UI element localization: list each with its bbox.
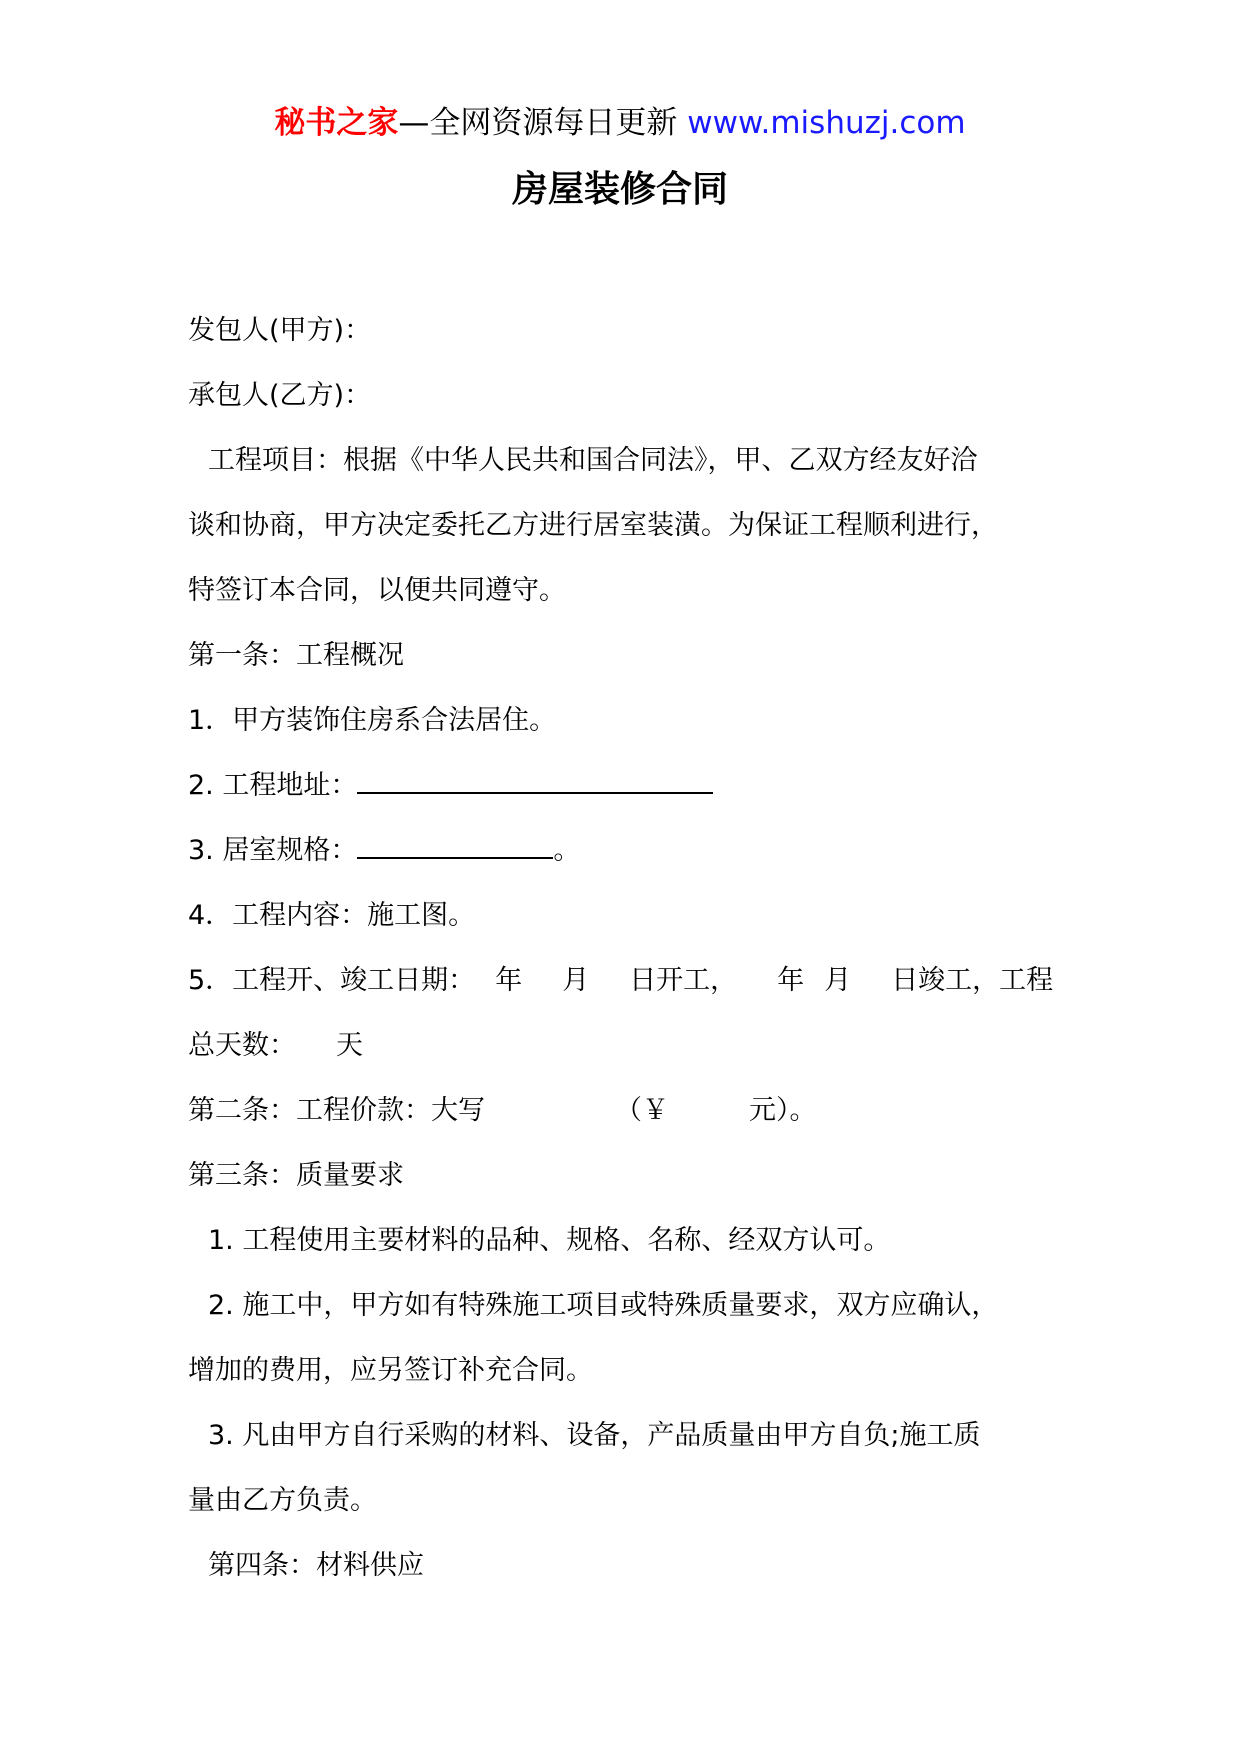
start-month-label: 月 xyxy=(562,965,590,996)
address-blank-line xyxy=(357,768,713,794)
article-1-item-2 xyxy=(188,753,1068,818)
site-header xyxy=(0,100,1240,146)
price-yuan-unit: 元）。 xyxy=(749,1095,817,1126)
end-year-label: 年 xyxy=(777,965,805,996)
total-days-line xyxy=(188,1013,1068,1078)
price-yuan-symbol: （￥ xyxy=(615,1095,669,1126)
site-url-link[interactable]: www.mishuzj.com xyxy=(687,105,966,141)
quality-item-1: 1. 工程使用主要材料的品种、规格、名称、经双方认可。 xyxy=(208,1225,891,1256)
room-spec-label: 3. 居室规格： xyxy=(188,835,358,866)
brand-name: 秘书之家 xyxy=(274,105,399,141)
intro-line-3: 特签订本合同，以便共同遵守。 xyxy=(188,575,566,606)
total-days-unit: 天 xyxy=(336,1030,363,1061)
party-b-line: 承包人(乙方)： xyxy=(188,380,372,411)
document-body xyxy=(188,298,1068,1598)
address-label: 2. 工程地址： xyxy=(188,770,358,801)
article-1-item-3 xyxy=(188,818,1068,883)
intro-line-2: 谈和协商，甲方决定委托乙方进行居室装潢。为保证工程顺利进行， xyxy=(188,510,998,541)
article-1-item-1: 1．甲方装饰住房系合法居住。 xyxy=(188,705,557,736)
article-4-title: 第四条：材料供应 xyxy=(208,1550,424,1581)
article-1-item-5 xyxy=(188,948,1068,1013)
quality-item-3-line-2: 量由乙方负责。 xyxy=(188,1485,377,1516)
schedule-label: 5．工程开、竣工日期： xyxy=(188,965,476,996)
quality-item-3-line-1: 3. 凡由甲方自行采购的材料、设备，产品质量由甲方自负;施工质 xyxy=(208,1420,981,1451)
article-1-title: 第一条：工程概况 xyxy=(188,640,404,671)
article-3-title: 第三条：质量要求 xyxy=(188,1160,404,1191)
price-label: 第二条：工程价款：大写 xyxy=(188,1095,485,1126)
end-day-label: 日竣工，工程 xyxy=(891,965,1054,996)
document-title: 房屋装修合同 xyxy=(511,169,728,210)
intro-line-1: 工程项目：根据《中华人民共和国合同法》，甲、乙双方经友好洽 xyxy=(208,445,978,476)
room-spec-end: 。 xyxy=(553,835,581,866)
start-day-label: 日开工， xyxy=(629,965,738,996)
room-spec-blank-line xyxy=(357,833,553,859)
article-2-line xyxy=(188,1078,1068,1143)
total-days-label: 总天数： xyxy=(188,1030,296,1061)
start-year-label: 年 xyxy=(495,965,523,996)
party-a-line: 发包人(甲方)： xyxy=(188,315,372,346)
article-1-item-4: 4．工程内容：施工图。 xyxy=(188,900,476,931)
quality-item-2-line-2: 增加的费用，应另签订补充合同。 xyxy=(188,1355,593,1386)
quality-item-2-line-1: 2. 施工中，甲方如有特殊施工项目或特殊质量要求，双方应确认， xyxy=(208,1290,999,1321)
end-month-label: 月 xyxy=(824,965,852,996)
site-tagline: —全网资源每日更新 xyxy=(398,105,688,141)
